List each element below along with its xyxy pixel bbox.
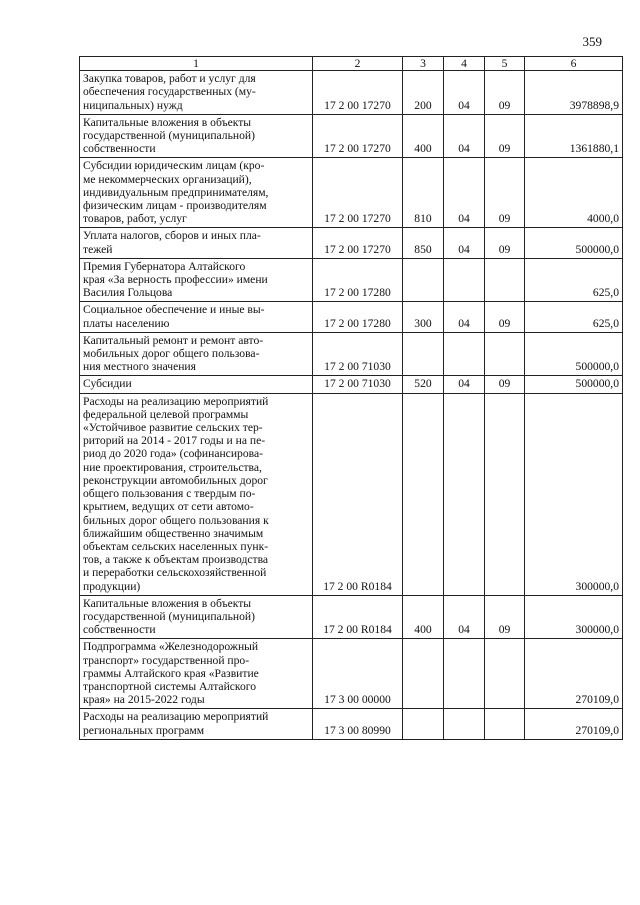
row-section <box>444 332 485 376</box>
row-expense-type: 520 <box>403 376 444 393</box>
table-row <box>80 393 623 595</box>
row-expense-type: 850 <box>403 228 444 258</box>
row-amount: 270109,0 <box>525 639 623 709</box>
row-name: Субсидии <box>80 376 313 393</box>
row-name: Социальное обеспечение и иные вы- платы населению <box>80 302 313 332</box>
row-expense-type <box>403 639 444 709</box>
row-name: Капитальные вложения в объекты государственной (муниципальной) собственности <box>80 595 313 639</box>
row-name: Капитальные вложения в объекты государственной (муниципальной) собственности <box>80 114 313 158</box>
row-expense-type <box>403 258 444 302</box>
table-row <box>80 595 623 639</box>
row-code: 17 2 00 R0184 <box>313 595 403 639</box>
row-expense-type: 400 <box>403 595 444 639</box>
row-expense-type: 300 <box>403 302 444 332</box>
row-expense-type <box>403 393 444 595</box>
row-name: Подпрограмма «Железнодорожный транспорт» государственной про- граммы Алтайского края «Развитие транспортной системы Алтайского края» на 2015-2022 годы <box>80 639 313 709</box>
row-amount: 500000,0 <box>525 228 623 258</box>
table-row <box>80 158 623 228</box>
row-amount: 4000,0 <box>525 158 623 228</box>
row-subsection: 09 <box>485 114 525 158</box>
row-name: Субсидии юридическим лицам (кро- ме некоммерческих организаций), индивидуальным предпринимателям, физическим лицам - производителям товаров, работ, услуг <box>80 158 313 228</box>
row-amount: 300000,0 <box>525 393 623 595</box>
header-cell: 1 <box>80 57 313 71</box>
table-row <box>80 376 623 393</box>
table-row <box>80 709 623 739</box>
row-amount: 300000,0 <box>525 595 623 639</box>
table-header-row <box>80 57 623 71</box>
table-row <box>80 228 623 258</box>
row-subsection: 09 <box>485 376 525 393</box>
header-cell: 2 <box>313 57 403 71</box>
table-row <box>80 258 623 302</box>
row-code: 17 2 00 R0184 <box>313 393 403 595</box>
row-name: Закупка товаров, работ и услуг для обеспечения государственных (му- ниципальных) нужд <box>80 71 313 115</box>
row-subsection: 09 <box>485 302 525 332</box>
row-name: Расходы на реализацию мероприятий региональных программ <box>80 709 313 739</box>
row-expense-type: 400 <box>403 114 444 158</box>
page-number: 359 <box>582 34 602 49</box>
table-row <box>80 639 623 709</box>
budget-table <box>79 56 623 740</box>
row-name: Уплата налогов, сборов и иных пла- тежей <box>80 228 313 258</box>
row-amount: 500000,0 <box>525 332 623 376</box>
row-subsection <box>485 709 525 739</box>
table-row <box>80 332 623 376</box>
row-code: 17 2 00 17270 <box>313 228 403 258</box>
row-subsection <box>485 258 525 302</box>
row-code: 17 2 00 71030 <box>313 376 403 393</box>
row-amount: 500000,0 <box>525 376 623 393</box>
row-section <box>444 709 485 739</box>
row-code: 17 2 00 17280 <box>313 258 403 302</box>
table-row <box>80 114 623 158</box>
row-amount: 3978898,9 <box>525 71 623 115</box>
row-amount: 1361880,1 <box>525 114 623 158</box>
row-code: 17 2 00 17270 <box>313 71 403 115</box>
row-code: 17 2 00 17270 <box>313 114 403 158</box>
header-cell: 5 <box>485 57 525 71</box>
row-subsection <box>485 332 525 376</box>
row-amount: 270109,0 <box>525 709 623 739</box>
row-section <box>444 639 485 709</box>
row-subsection: 09 <box>485 158 525 228</box>
row-section: 04 <box>444 302 485 332</box>
row-section <box>444 258 485 302</box>
row-section: 04 <box>444 376 485 393</box>
row-expense-type: 200 <box>403 71 444 115</box>
row-section <box>444 393 485 595</box>
row-section: 04 <box>444 158 485 228</box>
row-code: 17 2 00 71030 <box>313 332 403 376</box>
row-code: 17 3 00 00000 <box>313 639 403 709</box>
table-row <box>80 302 623 332</box>
row-subsection: 09 <box>485 71 525 115</box>
row-expense-type: 810 <box>403 158 444 228</box>
row-expense-type <box>403 332 444 376</box>
row-subsection: 09 <box>485 595 525 639</box>
row-section: 04 <box>444 228 485 258</box>
row-amount: 625,0 <box>525 302 623 332</box>
row-section: 04 <box>444 595 485 639</box>
row-code: 17 2 00 17270 <box>313 158 403 228</box>
header-cell: 4 <box>444 57 485 71</box>
row-name: Капитальный ремонт и ремонт авто- мобильных дорог общего пользова- ния местного значения <box>80 332 313 376</box>
header-cell: 6 <box>525 57 623 71</box>
row-code: 17 2 00 17280 <box>313 302 403 332</box>
row-subsection <box>485 393 525 595</box>
table-row <box>80 71 623 115</box>
row-section: 04 <box>444 71 485 115</box>
row-subsection <box>485 639 525 709</box>
header-cell: 3 <box>403 57 444 71</box>
row-name: Расходы на реализацию мероприятий федеральной целевой программы «Устойчивое развитие сельских тер- риторий на 2014 - 2017 годы и на пе- риод до 2020 года» (софинансирова- ние проектирования, строительства, реконструкции автомобильных дорог общего пользования с твердым по- крытием, ведущих от сети автомо- бильных дорог общего пользования к ближайшим общественно значимым объектам сельских населенных пунк- тов, а также к объектам производства и переработки сельскохозяйственной продукции) <box>80 393 313 595</box>
row-section: 04 <box>444 114 485 158</box>
row-code: 17 3 00 80990 <box>313 709 403 739</box>
row-expense-type <box>403 709 444 739</box>
row-name: Премия Губернатора Алтайского края «За верность профессии» имени Василия Гольцова <box>80 258 313 302</box>
row-subsection: 09 <box>485 228 525 258</box>
row-amount: 625,0 <box>525 258 623 302</box>
